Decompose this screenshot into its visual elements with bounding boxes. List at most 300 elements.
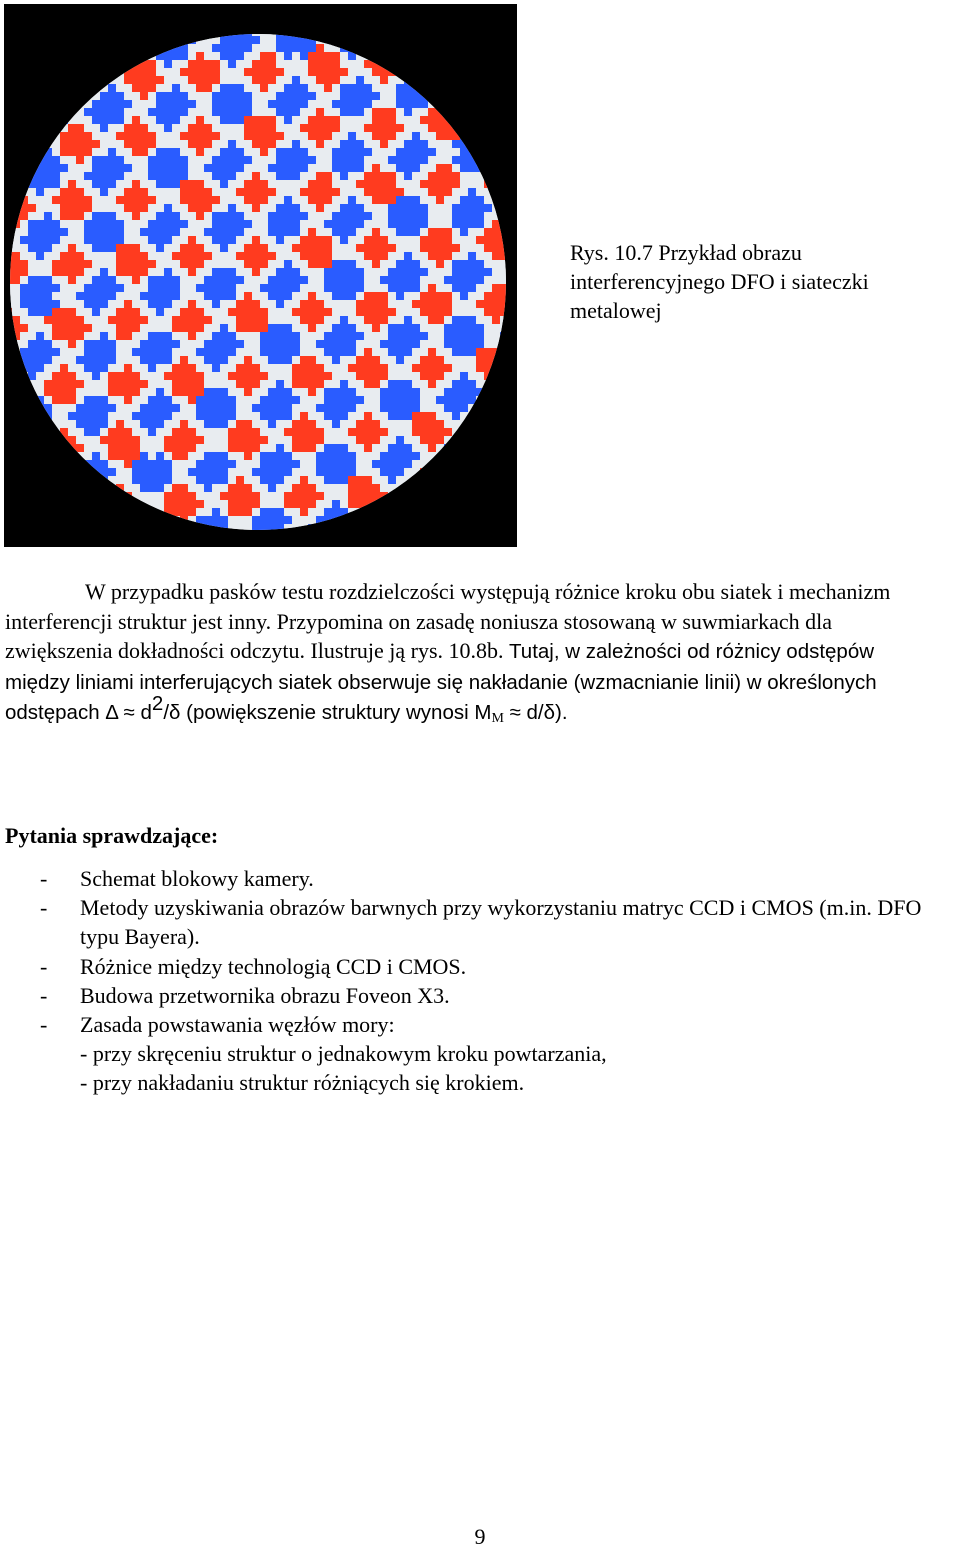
pattern-cell bbox=[68, 36, 76, 44]
pattern-cell bbox=[204, 60, 212, 68]
pattern-cell bbox=[348, 508, 356, 516]
pattern-cell bbox=[380, 492, 388, 500]
pattern-cell bbox=[340, 164, 348, 172]
pattern-cell bbox=[492, 292, 500, 300]
pattern-cell bbox=[404, 508, 412, 516]
pattern-cell bbox=[412, 452, 420, 460]
pattern-cell bbox=[316, 212, 324, 220]
pattern-cell bbox=[348, 268, 356, 276]
pattern-cell bbox=[428, 148, 436, 156]
pattern-cell bbox=[148, 252, 156, 260]
pattern-cell bbox=[316, 436, 324, 444]
pattern-cell bbox=[444, 428, 452, 436]
pattern-cell bbox=[428, 404, 436, 412]
pattern-cell bbox=[284, 28, 292, 36]
pattern-cell bbox=[332, 468, 340, 476]
pattern-cell bbox=[492, 76, 500, 84]
pattern-cell bbox=[44, 28, 52, 36]
pattern-cell bbox=[364, 492, 372, 500]
pattern-cell bbox=[500, 52, 508, 60]
pattern-cell bbox=[268, 268, 276, 276]
pattern-cell bbox=[372, 316, 380, 324]
pattern-cell bbox=[180, 508, 188, 516]
pattern-cell bbox=[500, 100, 508, 108]
pattern-cell bbox=[516, 228, 517, 236]
pattern-cell bbox=[172, 412, 180, 420]
pattern-cell bbox=[252, 212, 260, 220]
pattern-cell bbox=[244, 156, 252, 164]
pattern-cell bbox=[516, 396, 517, 404]
pattern-cell bbox=[508, 316, 516, 324]
pattern-cell bbox=[292, 436, 300, 444]
pattern-cell bbox=[412, 516, 420, 524]
pattern-cell bbox=[28, 388, 36, 396]
pattern-cell bbox=[100, 124, 108, 132]
pattern-cell bbox=[12, 252, 20, 260]
pattern-cell bbox=[340, 148, 348, 156]
list-item-text: Metody uzyskiwania obrazów barwnych przy wykorzystaniu matryc CCD i CMOS (m.in. DFO typu Bayera). bbox=[80, 895, 922, 950]
pattern-cell bbox=[308, 380, 316, 388]
pattern-cell bbox=[500, 324, 508, 332]
pattern-cell bbox=[172, 204, 180, 212]
pattern-cell bbox=[316, 284, 324, 292]
pattern-cell bbox=[148, 268, 156, 276]
pattern-cell bbox=[428, 252, 436, 260]
pattern-cell bbox=[436, 212, 444, 220]
pattern-cell bbox=[156, 100, 164, 108]
pattern-cell bbox=[244, 476, 252, 484]
pattern-cell bbox=[212, 228, 220, 236]
pattern-cell bbox=[300, 100, 308, 108]
pattern-cell bbox=[444, 100, 452, 108]
pattern-cell bbox=[204, 540, 212, 547]
pattern-cell bbox=[12, 524, 20, 532]
pattern-cell bbox=[268, 52, 276, 60]
pattern-cell bbox=[228, 196, 236, 204]
pattern-cell bbox=[180, 68, 188, 76]
pattern-cell bbox=[172, 340, 180, 348]
pattern-cell bbox=[12, 212, 20, 220]
pattern-cell bbox=[476, 268, 484, 276]
pattern-cell bbox=[412, 276, 420, 284]
pattern-cell bbox=[20, 332, 28, 340]
pattern-cell bbox=[452, 508, 460, 516]
pattern-cell bbox=[68, 404, 76, 412]
pattern-cell bbox=[204, 36, 212, 44]
pattern-cell bbox=[108, 412, 116, 420]
pattern-cell bbox=[500, 252, 508, 260]
pattern-cell bbox=[420, 300, 428, 308]
list-dash: - bbox=[40, 1012, 48, 1038]
pattern-cell bbox=[124, 44, 132, 52]
pattern-cell bbox=[148, 324, 156, 332]
pattern-cell bbox=[60, 52, 68, 60]
pattern-cell bbox=[428, 92, 436, 100]
pattern-cell bbox=[52, 540, 60, 547]
pattern-cell bbox=[116, 124, 124, 132]
pattern-cell bbox=[372, 452, 380, 460]
pattern-cell bbox=[396, 412, 404, 420]
pattern-cell bbox=[348, 396, 356, 404]
pattern-cell bbox=[508, 84, 516, 92]
pattern-cell bbox=[220, 356, 228, 364]
pattern-cell bbox=[204, 516, 212, 524]
pattern-cell bbox=[348, 140, 356, 148]
pattern-cell bbox=[220, 188, 228, 196]
pattern-cell bbox=[332, 140, 340, 148]
pattern-cell bbox=[148, 76, 156, 84]
pattern-cell bbox=[156, 476, 164, 484]
list-dash: - bbox=[40, 953, 48, 979]
pattern-cell bbox=[148, 260, 156, 268]
pattern-cell bbox=[12, 276, 20, 284]
pattern-cell bbox=[188, 332, 196, 340]
pattern-cell bbox=[492, 284, 500, 292]
pattern-cell bbox=[204, 52, 212, 60]
pattern-cell bbox=[372, 324, 380, 332]
pattern-cell bbox=[4, 412, 12, 420]
pattern-cell bbox=[52, 476, 60, 484]
pattern-cell bbox=[28, 316, 36, 324]
pattern-cell bbox=[244, 84, 252, 92]
pattern-cell bbox=[340, 12, 348, 20]
pattern-cell bbox=[468, 300, 476, 308]
pattern-cell bbox=[180, 300, 188, 308]
pattern-cell bbox=[516, 428, 517, 436]
pattern-cell bbox=[404, 476, 412, 484]
pattern-cell bbox=[28, 380, 36, 388]
pattern-cell bbox=[188, 20, 196, 28]
pattern-cell bbox=[220, 68, 228, 76]
pattern-cell bbox=[380, 332, 388, 340]
pattern-cell bbox=[404, 420, 412, 428]
pattern-cell bbox=[332, 100, 340, 108]
pattern-cell bbox=[292, 460, 300, 468]
pattern-cell bbox=[476, 156, 484, 164]
pattern-cell bbox=[332, 188, 340, 196]
pattern-cell bbox=[204, 468, 212, 476]
pattern-cell bbox=[148, 452, 156, 460]
pattern-cell bbox=[228, 12, 236, 20]
pattern-cell bbox=[204, 396, 212, 404]
pattern-cell bbox=[180, 44, 188, 52]
pattern-cell bbox=[108, 92, 116, 100]
pattern-cell bbox=[172, 180, 180, 188]
pattern-cell bbox=[124, 4, 132, 12]
pattern-cell bbox=[452, 188, 460, 196]
pattern-cell bbox=[508, 372, 516, 380]
pattern-cell bbox=[76, 420, 84, 428]
pattern-cell bbox=[396, 532, 404, 540]
pattern-cell bbox=[164, 540, 172, 547]
pattern-cell bbox=[492, 452, 500, 460]
pattern-cell bbox=[316, 92, 324, 100]
pattern-cell bbox=[44, 268, 52, 276]
pattern-cell bbox=[76, 156, 84, 164]
pattern-cell bbox=[140, 484, 148, 492]
pattern-cell bbox=[420, 452, 428, 460]
pattern-cell bbox=[268, 100, 276, 108]
pattern-cell bbox=[268, 172, 276, 180]
pattern-cell bbox=[412, 348, 420, 356]
pattern-cell bbox=[36, 428, 44, 436]
pattern-cell bbox=[412, 428, 420, 436]
pattern-cell bbox=[276, 540, 284, 547]
pattern-cell bbox=[388, 92, 396, 100]
pattern-cell bbox=[404, 436, 412, 444]
pattern-cell bbox=[76, 452, 84, 460]
pattern-cell bbox=[20, 324, 28, 332]
pattern-cell bbox=[228, 516, 236, 524]
pattern-cell bbox=[180, 532, 188, 540]
pattern-cell bbox=[300, 540, 308, 547]
pattern-cell bbox=[12, 300, 20, 308]
pattern-cell bbox=[276, 220, 284, 228]
pattern-cell bbox=[52, 148, 60, 156]
pattern-cell bbox=[316, 132, 324, 140]
pattern-cell bbox=[404, 316, 412, 324]
pattern-cell bbox=[12, 412, 20, 420]
pattern-cell bbox=[12, 76, 20, 84]
pattern-cell bbox=[140, 492, 148, 500]
pattern-cell bbox=[172, 444, 180, 452]
pattern-cell bbox=[316, 148, 324, 156]
pattern-cell bbox=[220, 516, 228, 524]
pattern-cell bbox=[84, 468, 92, 476]
pattern-cell bbox=[284, 204, 292, 212]
pattern-cell bbox=[292, 212, 300, 220]
pattern-cell bbox=[236, 172, 244, 180]
pattern-cell bbox=[340, 292, 348, 300]
pattern-cell bbox=[468, 52, 476, 60]
pattern-cell bbox=[164, 44, 172, 52]
pattern-cell bbox=[508, 492, 516, 500]
pattern-cell bbox=[76, 4, 84, 12]
pattern-cell bbox=[364, 500, 372, 508]
pattern-cell bbox=[412, 292, 420, 300]
pattern-cell bbox=[28, 84, 36, 92]
pattern-cell bbox=[316, 324, 324, 332]
pattern-cell bbox=[92, 388, 100, 396]
pattern-cell bbox=[444, 180, 452, 188]
pattern-cell bbox=[180, 500, 188, 508]
pattern-cell bbox=[268, 372, 276, 380]
pattern-cell bbox=[140, 540, 148, 547]
pattern-cell bbox=[428, 476, 436, 484]
pattern-cell bbox=[236, 524, 244, 532]
pattern-cell bbox=[140, 380, 148, 388]
pattern-cell bbox=[12, 132, 20, 140]
pattern-cell bbox=[428, 204, 436, 212]
pattern-cell bbox=[196, 220, 204, 228]
pattern-cell bbox=[252, 508, 260, 516]
pattern-cell bbox=[228, 404, 236, 412]
pattern-cell bbox=[444, 28, 452, 36]
pattern-cell bbox=[100, 468, 108, 476]
pattern-cell bbox=[300, 308, 308, 316]
pattern-cell bbox=[308, 268, 316, 276]
pattern-cell bbox=[156, 84, 164, 92]
pattern-cell bbox=[20, 244, 28, 252]
pattern-cell bbox=[172, 468, 180, 476]
pattern-cell bbox=[108, 156, 116, 164]
pattern-cell bbox=[124, 412, 132, 420]
pattern-cell bbox=[300, 28, 308, 36]
pattern-cell bbox=[44, 148, 52, 156]
pattern-cell bbox=[252, 204, 260, 212]
pattern-cell bbox=[308, 212, 316, 220]
pattern-cell bbox=[180, 404, 188, 412]
pattern-cell bbox=[116, 508, 124, 516]
pattern-cell bbox=[244, 204, 252, 212]
pattern-cell bbox=[100, 476, 108, 484]
pattern-cell bbox=[60, 428, 68, 436]
pattern-cell bbox=[156, 452, 164, 460]
pattern-cell bbox=[276, 380, 284, 388]
pattern-cell bbox=[420, 188, 428, 196]
pattern-cell bbox=[300, 292, 308, 300]
pattern-cell bbox=[92, 244, 100, 252]
pattern-cell bbox=[172, 260, 180, 268]
pattern-cell bbox=[20, 100, 28, 108]
pattern-cell bbox=[284, 396, 292, 404]
pattern-cell bbox=[252, 36, 260, 44]
pattern-cell bbox=[500, 12, 508, 20]
pattern-cell bbox=[196, 276, 204, 284]
pattern-cell bbox=[164, 396, 172, 404]
pattern-cell bbox=[516, 444, 517, 452]
pattern-cell bbox=[228, 412, 236, 420]
pattern-cell bbox=[188, 116, 196, 124]
pattern-cell bbox=[500, 428, 508, 436]
pattern-cell bbox=[76, 468, 84, 476]
pattern-cell bbox=[468, 268, 476, 276]
pattern-cell bbox=[236, 204, 244, 212]
pattern-cell bbox=[36, 36, 44, 44]
pattern-cell bbox=[348, 260, 356, 268]
pattern-cell bbox=[364, 220, 372, 228]
pattern-cell bbox=[28, 148, 36, 156]
pattern-cell bbox=[460, 132, 468, 140]
pattern-cell bbox=[468, 20, 476, 28]
pattern-cell bbox=[140, 204, 148, 212]
pattern-cell bbox=[212, 276, 220, 284]
pattern-cell bbox=[124, 220, 132, 228]
pattern-cell bbox=[484, 4, 492, 12]
pattern-cell bbox=[324, 52, 332, 60]
pattern-cell bbox=[116, 444, 124, 452]
pattern-cell bbox=[324, 340, 332, 348]
pattern-cell bbox=[332, 308, 340, 316]
pattern-cell bbox=[452, 28, 460, 36]
pattern-cell bbox=[252, 284, 260, 292]
pattern-cell bbox=[508, 12, 516, 20]
pattern-cell bbox=[4, 404, 12, 412]
pattern-cell bbox=[188, 100, 196, 108]
pattern-cell bbox=[292, 76, 300, 84]
pattern-cell bbox=[180, 340, 188, 348]
pattern-cell bbox=[84, 76, 92, 84]
pattern-cell bbox=[484, 204, 492, 212]
pattern-cell bbox=[276, 236, 284, 244]
pattern-cell bbox=[180, 348, 188, 356]
pattern-cell bbox=[340, 228, 348, 236]
pattern-cell bbox=[284, 492, 292, 500]
pattern-cell bbox=[12, 148, 20, 156]
pattern-cell bbox=[12, 228, 20, 236]
pattern-cell bbox=[260, 148, 268, 156]
pattern-cell bbox=[292, 348, 300, 356]
pattern-cell bbox=[116, 4, 124, 12]
pattern-cell bbox=[36, 132, 44, 140]
pattern-cell bbox=[156, 484, 164, 492]
pattern-cell bbox=[420, 36, 428, 44]
pattern-cell bbox=[100, 524, 108, 532]
pattern-cell bbox=[20, 500, 28, 508]
pattern-cell bbox=[436, 84, 444, 92]
pattern-cell bbox=[212, 260, 220, 268]
pattern-cell bbox=[444, 260, 452, 268]
pattern-cell bbox=[372, 500, 380, 508]
pattern-cell bbox=[236, 428, 244, 436]
pattern-cell bbox=[420, 388, 428, 396]
pattern-cell bbox=[276, 340, 284, 348]
pattern-cell bbox=[132, 180, 140, 188]
pattern-cell bbox=[404, 540, 412, 547]
pattern-cell bbox=[236, 356, 244, 364]
pattern-cell bbox=[404, 492, 412, 500]
pattern-cell bbox=[116, 524, 124, 532]
pattern-cell bbox=[68, 308, 76, 316]
pattern-cell bbox=[364, 132, 372, 140]
pattern-cell bbox=[364, 212, 372, 220]
pattern-cell bbox=[484, 116, 492, 124]
pattern-cell bbox=[268, 540, 276, 547]
pattern-cell bbox=[28, 476, 36, 484]
pattern-cell bbox=[52, 68, 60, 76]
pattern-cell bbox=[68, 68, 76, 76]
pattern-cell bbox=[28, 68, 36, 76]
pattern-cell bbox=[308, 372, 316, 380]
pattern-cell bbox=[388, 532, 396, 540]
pattern-cell bbox=[476, 68, 484, 76]
pattern-cell bbox=[380, 388, 388, 396]
pattern-cell bbox=[92, 420, 100, 428]
pattern-cell bbox=[84, 60, 92, 68]
pattern-cell bbox=[148, 316, 156, 324]
pattern-cell bbox=[348, 308, 356, 316]
pattern-cell bbox=[372, 460, 380, 468]
pattern-cell bbox=[316, 460, 324, 468]
pattern-cell bbox=[332, 420, 340, 428]
pattern-cell bbox=[108, 12, 116, 20]
pattern-cell bbox=[52, 108, 60, 116]
pattern-cell bbox=[4, 540, 12, 547]
pattern-cell bbox=[76, 540, 84, 547]
pattern-cell bbox=[188, 156, 196, 164]
pattern-cell bbox=[244, 356, 252, 364]
pattern-cell bbox=[284, 252, 292, 260]
pattern-cell bbox=[396, 108, 404, 116]
pattern-cell bbox=[420, 404, 428, 412]
pattern-cell bbox=[204, 500, 212, 508]
pattern-cell bbox=[84, 12, 92, 20]
pattern-cell bbox=[52, 524, 60, 532]
pattern-cell bbox=[12, 244, 20, 252]
pattern-cell bbox=[180, 324, 188, 332]
pattern-cell bbox=[100, 292, 108, 300]
pattern-cell bbox=[116, 396, 124, 404]
